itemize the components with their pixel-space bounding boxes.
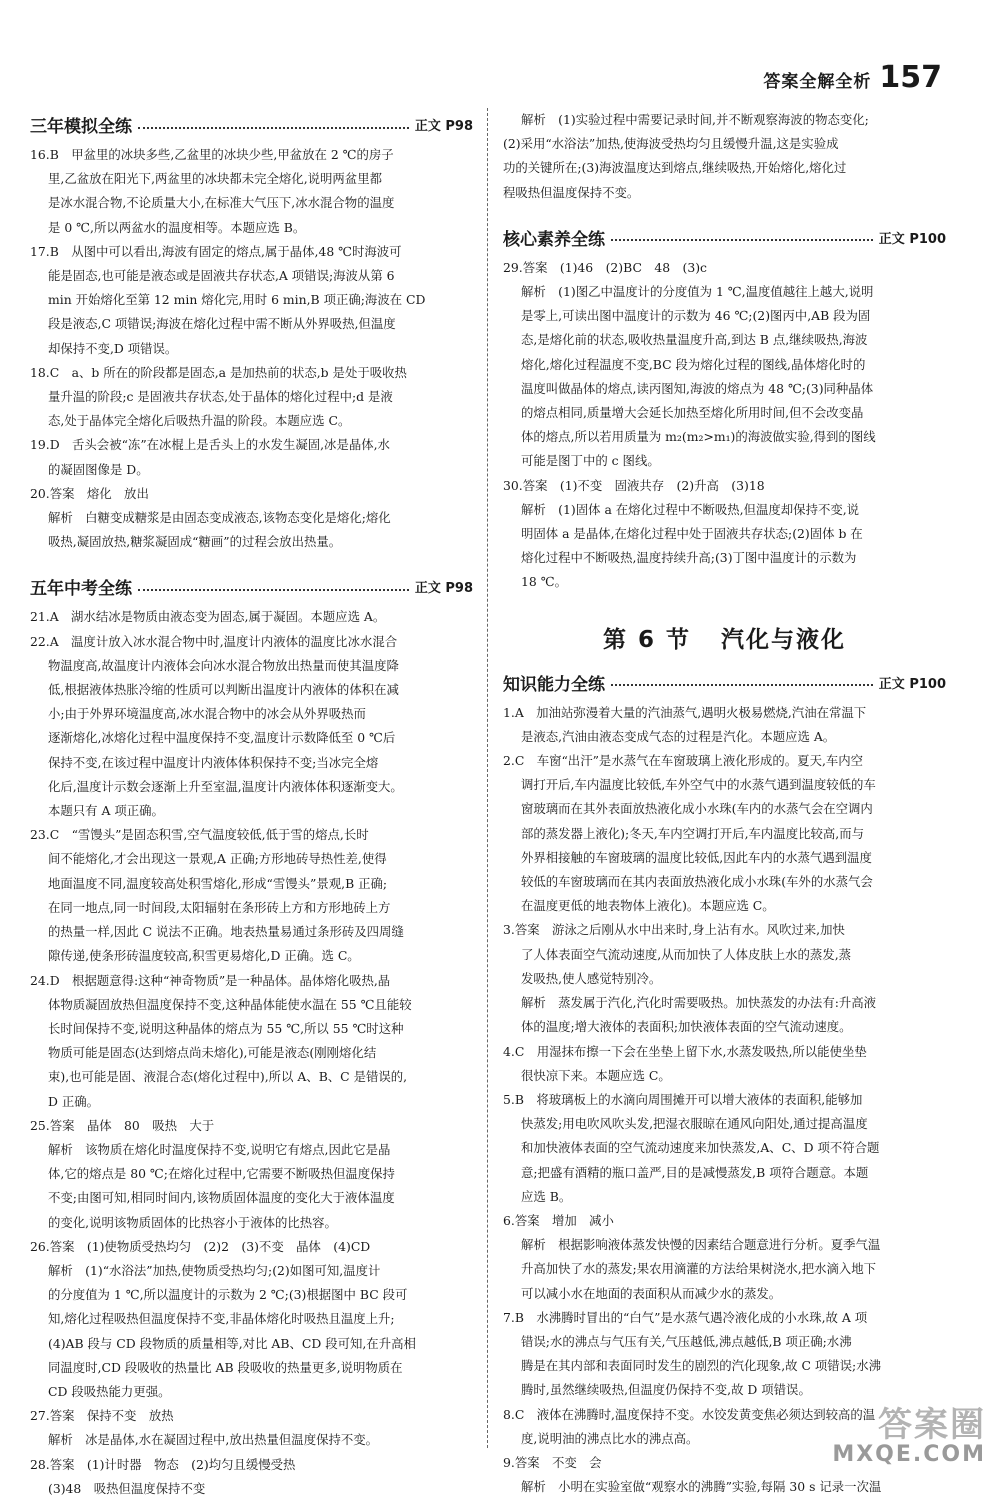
answer-line: 知,熔化过程吸热但温度保持不变,非晶体熔化时吸热且温度上升; [48,1311,395,1327]
answer-line: 的热量一样,因此 C 说法不正确。地表热量易通过条形砖及四周缝 [48,924,404,940]
chapter-heading [503,621,946,654]
section-header-zhishi [503,670,946,695]
answer-line: 8.C 液体在沸腾时,温度保持不变。水饺发黄变焦必须达到较高的温 [503,1406,876,1422]
answer-line: 解析 (1)固体 a 在熔化过程中不断吸热,但温度却保持不变,说 [521,501,860,517]
answer-line: 快蒸发;用电吹风吹头发,把湿衣服晾在通风向阳处,通过提高温度 [521,1116,868,1132]
answer-line: 段是液态,C 项错误;海波在熔化过程中需不断从外界吸热,但温度 [48,316,396,332]
answer-line: 体,它的熔点是 80 ℃;在熔化过程中,它需要不断吸热但温度保持 [48,1166,395,1182]
answer-line: 束),也可能是固、液混合态(熔化过程中),所以 A、B、C 是错误的, [48,1069,408,1085]
answer-k4 [503,1040,946,1088]
answer-line: 6.答案 增加 减小 [503,1212,614,1228]
answer-line: 发吸热,使人感觉特别冷。 [521,970,662,986]
section-title: 知识能力全练 [503,674,605,695]
answer-17 [30,240,473,361]
answer-line: 较低的车窗玻璃而在其内表面放热液化成小水珠(车外的水蒸气会 [521,874,873,890]
answer-28 [30,1453,473,1501]
watermark-logo [832,1397,986,1467]
spacer [503,205,946,221]
answer-line: 应选 B。 [521,1188,572,1204]
answer-line: 体物质凝固放热但温度保持不变,这种晶体能使水温在 55 ℃且能较 [48,996,412,1012]
answer-line: 1.A 加油站弥漫着大量的汽油蒸气,遇明火极易燃烧,汽油在常温下 [503,704,867,720]
answer-line: 同温度时,CD 段吸收的热量比 AB 段吸收的热量更多,说明物质在 [48,1359,403,1375]
answer-line: 物质可能是固态(达到熔点尚未熔化),可能是液态(刚刚熔化结 [48,1045,377,1061]
answer-line: D 正确。 [48,1093,100,1109]
answer-line: 熔化,熔化过程温度不变,BC 段为熔化过程的图线,晶体熔化时的 [521,356,866,372]
answer-line: 28.答案 (1)计时器 物态 (2)均匀且缓慢受热 [30,1456,296,1472]
header-title: 答案全解全析 [763,72,872,92]
answer-line: 很快凉下来。本题应选 C。 [521,1067,671,1083]
page-number: 157 [879,60,942,95]
watermark-text: 答案圈 [878,1405,986,1445]
answer-line: 是零上,可读出图中温度计的示数为 46 ℃;(2)图丙中,AB 段为固 [521,308,871,324]
answer-line: 27.答案 保持不变 放热 [30,1408,174,1424]
answer-line: min 开始熔化至第 12 min 熔化完,用时 6 min,B 项正确;海波在 CD [48,292,426,308]
answer-line: 30.答案 (1)不变 固液共存 (2)升高 (3)18 [503,477,765,493]
answer-line: 19.D 舌头会被“冻”在冰棍上是舌头上的水发生凝固,冰是晶体,水 [30,437,390,453]
answer-20 [30,482,473,555]
answer-line: 窗玻璃而在其外表面放热液化成小水珠(车内的水蒸气会在空调内 [521,801,873,817]
answer-line: 意;把盛有酒精的瓶口盖严,目的是减慢蒸发,B 项符合题意。本题 [521,1164,869,1180]
section-header-hexin [503,225,946,250]
answer-line: 能是固态,也可能是液态或是固液共存状态,A 项错误;海波从第 6 [48,268,395,284]
answer-line: 25.答案 晶体 80 吸热 大于 [30,1117,215,1133]
answer-line: 是冰水混合物,不论质量大小,在标准大气压下,冰水混合物的温度 [48,195,395,211]
answer-line: 保持不变,在该过程中温度计内液体体积保持不变;当冰完全熔 [48,754,379,770]
answer-line: 解析 蒸发属于汽化,汽化时需要吸热。加快蒸发的办法有:升高液 [521,995,877,1011]
answer-line: 16.B 甲盆里的冰块多些,乙盆里的冰块少些,甲盆放在 2 ℃的房子 [30,147,394,162]
answer-line: 26.答案 (1)使物质受热均匀 (2)2 (3)不变 晶体 (4)CD [30,1238,371,1254]
answer-line: 态,是熔化前的状态,吸收热量温度升高,到达 B 点,继续吸热,海波 [521,332,868,348]
answer-24 [30,969,473,1114]
dotted-leader [611,239,873,241]
section-page-ref: 正文 P100 [878,676,946,692]
answer-line: (2)采用“水浴法”加热,使海波受热均匀且缓慢升温,这是实验成 [503,136,839,152]
answer-line: 里,乙盆放在阳光下,两盆里的冰块都未完全熔化,说明两盆里都 [48,171,382,187]
answer-line: 不变;由图可知,相同时间内,该物质固体温度的变化大于液体温度 [48,1190,395,1206]
answer-line: 21.A 湖水结冰是物质由液态变为固态,属于凝固。本题应选 A。 [30,609,386,625]
answer-line: 4.C 用湿抹布擦一下会在坐垫上留下水,水蒸发吸热,所以能使坐垫 [503,1043,867,1059]
answer-line: 9.答案 不变 会 [503,1454,602,1470]
left-column [30,108,473,1501]
dotted-leader [611,684,873,686]
section-page-ref: 正文 P98 [414,581,473,597]
answer-line: 的凝固图像是 D。 [48,461,149,477]
answer-line: 熔化过程中不断吸热,温度持续升高;(3)丁图中温度计的示数为 [521,550,857,566]
section-title: 五年中考全练 [30,579,132,600]
answer-line: 度,说明油的沸点比水的沸点高。 [521,1430,699,1446]
answer-line: 解析 (1)图乙中温度计的分度值为 1 ℃,温度值越往上越大,说明 [521,284,874,300]
answer-line: 解析 该物质在熔化时温度保持不变,说明它有熔点,因此它是晶 [48,1141,391,1157]
answer-line: 体的温度;增大液体的表面积;加快液体表面的空气流动速度。 [521,1019,852,1035]
answer-line: 5.B 将玻璃板上的水滴向周围摊开可以增大液体的表面积,能够加 [503,1091,863,1107]
answer-line: 明固体 a 是晶体,在熔化过程中处于固液共存状态;(2)固体 b 在 [521,526,863,542]
answer-line: 化后,温度计示数会逐渐上升至室温,温度计内液体体积逐渐变大。 [48,778,403,794]
answer-line: 23.C “雪馒头”是固态积雪,空气温度较低,低于雪的熔点,长时 [30,827,369,843]
answer-line: 小;由于外界环境温度高,冰水混合物中的冰会从外界吸热而 [48,706,366,722]
answer-21 [30,605,473,629]
answer-line: 解析 (1)“水浴法”加热,使物质受热均匀;(2)如图可知,温度计 [48,1262,381,1278]
answer-k1 [503,701,946,749]
spacer [30,554,473,570]
answer-line: 量升温的阶段;c 是固液共存状态,处于晶体的熔化过程中;d 是液 [48,389,393,405]
answer-29 [503,256,946,474]
answer-30 [503,474,946,595]
section-page-ref: 正文 P98 [414,119,473,134]
answer-k7 [503,1306,946,1403]
dotted-leader [138,589,409,591]
right-column [503,108,946,1499]
answer-line: 解析 冰是晶体,水在凝固过程中,放出热量但温度保持不变。 [48,1432,379,1448]
answer-line: 腾时,虽然继续吸热,但温度仍保持不变,故 D 项错误。 [521,1382,811,1398]
answer-line: 却保持不变,D 项错误。 [48,340,178,356]
answer-line: 可能是图丁中的 c 图线。 [521,453,660,469]
answer-line: 的变化,说明该物质固体的比热容小于液体的比热容。 [48,1214,337,1230]
answer-line: 温度叫做晶体的熔点,读丙图知,海波的熔点为 48 ℃;(3)同种晶体 [521,380,874,396]
answer-k6 [503,1209,946,1306]
answer-line: 2.C 车窗“出汗”是水蒸气在车窗玻璃上液化形成的。夏天,车内空 [503,753,864,769]
answer-line: 18.C a、b 所在的阶段都是固态,a 是加热前的状态,b 是处于吸收热 [30,364,407,380]
answer-line: 长时间保持不变,说明这种晶体的熔点为 55 ℃,所以 55 ℃时这种 [48,1020,404,1036]
answer-line: 24.D 根据题意得:这种“神奇物质”是一种晶体。晶体熔化吸热,晶 [30,972,391,988]
answer-line: 可以减小水在地面的表面积从而减少水的蒸发。 [521,1285,782,1301]
answer-line: 22.A 温度计放入冰水混合物中时,温度计内液体的温度比冰水混合 [30,633,398,649]
answer-line: 逐渐熔化,冰熔化过程中温度保持不变,温度计示数降低至 0 ℃后 [48,730,396,746]
section-header-wunian [30,574,473,599]
answer-line: 是液态,汽油由液态变成气态的过程是汽化。本题应选 A。 [521,728,836,744]
answer-line: (4)AB 段与 CD 段物质的质量相等,对比 AB、CD 段可知,在升高相 [48,1335,416,1351]
answer-line: 错误;水的沸点与气压有关,气压越低,沸点越低,B 项正确;水沸 [521,1333,852,1349]
answer-k3 [503,918,946,1039]
answer-27 [30,1404,473,1452]
answer-line: 3.答案 游泳之后刚从水中出来时,身上沾有水。风吹过来,加快 [503,922,845,938]
answer-line: 在温度更低的地表物体上液化)。本题应选 C。 [521,898,775,914]
answer-line: 功的关键所在;(3)海波温度达到熔点,继续吸热,开始熔化,熔化过 [503,160,847,176]
answer-k2 [503,749,946,918]
answer-line: 解析 (1)实验过程中需要记录时间,并不断观察海波的物态变化; [521,112,869,127]
answer-line: 地面温度不同,温度较高处积雪熔化,形成“雪馒头”景观,B 正确; [48,875,388,891]
answer-18 [30,361,473,434]
answer-26 [30,1235,473,1404]
answer-line: 20.答案 熔化 放出 [30,485,149,501]
answer-line: 7.B 水沸腾时冒出的“白气”是水蒸气遇冷液化成的小水珠,故 A 项 [503,1309,868,1325]
answer-line: 本题只有 A 项正确。 [48,803,164,819]
answer-line: 18 ℃。 [521,574,567,590]
section-page-ref: 正文 P100 [878,231,946,247]
answer-line: 的分度值为 1 ℃,所以温度计的示数为 2 ℃;(3)根据图中 BC 段可 [48,1287,408,1303]
section-header-sannian [30,112,473,137]
answer-line: 间不能熔化,才会出现这一景观,A 正确;方形地砖导热性差,使得 [48,851,387,867]
answer-22 [30,630,473,824]
answer-line: 隙传递,使条形砖温度较高,积雪更易熔化,D 正确。选 C。 [48,948,360,964]
answer-line: 在同一地点,同一时间段,太阳辐射在条形砖上方和方形地砖上方 [48,899,391,915]
answer-16 [30,143,473,240]
answer-line: 和加快液体表面的空气流动速度来加快蒸发,A、C、D 项不符合题 [521,1140,880,1156]
section-title: 三年模拟全练 [30,117,132,137]
answer-line: 升高加快了水的蒸发;果农用滴灌的方法给果树浇水,把水滴入地下 [521,1261,877,1277]
answer-line: 态,处于晶体完全熔化后吸热升温的阶段。本题应选 C。 [48,413,351,429]
answer-line: (3)48 吸热但温度保持不变 [48,1480,206,1496]
answer-line: 了人体表面空气流动速度,从而加快了人体皮肤上水的蒸发,蒸 [521,946,852,962]
answer-line: 调打开后,车内温度比较低,车外空气中的水蒸气遇到温度较低的车 [521,777,876,793]
answer-28-continued [503,108,946,205]
chapter-number: 第 6 节 [602,626,691,653]
answer-k5 [503,1088,946,1209]
answer-line: 吸热,凝固放热,糖浆凝固成“糖画”的过程会放出热量。 [48,534,342,550]
answer-line: 部的蒸发器上液化);冬天,车内空调打开后,车内温度比较高,而与 [521,825,864,841]
answer-line: 29.答案 (1)46 (2)BC 48 (3)c [503,259,707,275]
chapter-title: 汽化与液化 [721,626,847,653]
answer-line: 解析 小明在实验室做“观察水的沸腾”实验,每隔 30 s 记录一次温 [521,1479,882,1495]
watermark-url: MXQE.COM [832,1442,986,1467]
answer-line: 体的熔点,所以若用质量为 m₂(m₂>m₁)的海波做实验,得到的图线 [521,429,876,445]
answer-line: 物温度高,故温度计内液体会向冰水混合物放出热量而使其温度降 [48,657,399,673]
page-header [763,60,942,95]
answer-line: 是 0 ℃,所以两盆水的温度相等。本题应选 B。 [48,219,306,235]
answer-line: CD 段吸热能力更强。 [48,1383,171,1399]
answer-line: 外界相接触的车窗玻璃的温度比较低,因此车内的水蒸气遇到温度 [521,849,872,865]
answer-line: 低,根据液体热胀冷缩的性质可以判断出温度计内液体的体积在减 [48,682,399,698]
answer-23 [30,823,473,968]
answer-line: 腾是在其内部和表面同时发生的剧烈的汽化现象,故 C 项错误;水沸 [521,1358,882,1374]
answer-line: 解析 白糖变成糖浆是由固态变成液态,该物态变化是熔化;熔化 [48,510,391,526]
answer-25 [30,1114,473,1235]
section-title: 核心素养全练 [503,229,605,250]
answer-line: 17.B 从图中可以看出,海波有固定的熔点,属于晶体,48 ℃时海波可 [30,243,402,259]
answer-line: 程吸热但温度保持不变。 [503,184,640,200]
answer-line: 的熔点相同,质量增大会延长加热至熔化所用时间,但不会改变晶 [521,405,864,421]
answer-line: 解析 根据影响液体蒸发快慢的因素结合题意进行分析。夏季气温 [521,1237,881,1253]
column-divider [487,108,488,1448]
dotted-leader [138,127,409,129]
answer-19 [30,433,473,481]
